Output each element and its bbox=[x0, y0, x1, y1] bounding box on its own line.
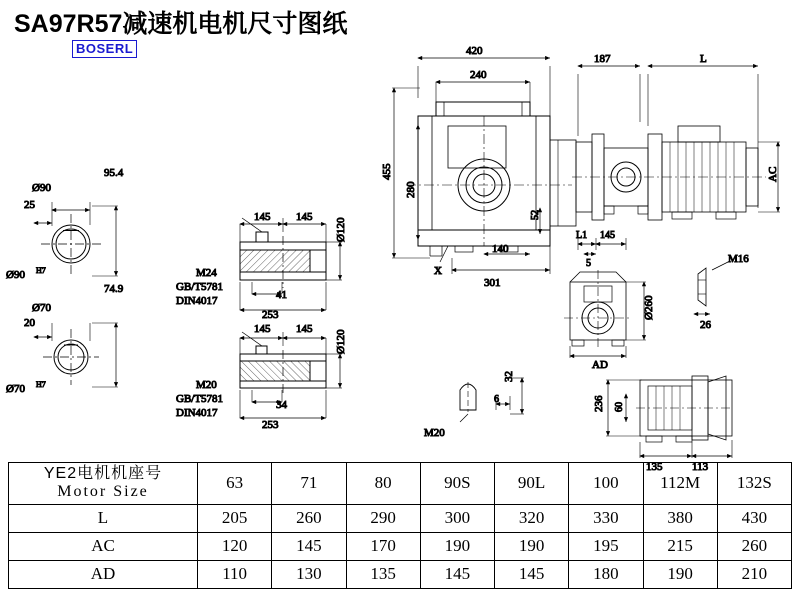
table-cell: 380 bbox=[643, 504, 717, 532]
hollow-shaft-section-2 bbox=[240, 332, 342, 418]
technical-drawing bbox=[0, 30, 800, 473]
motor-size-table bbox=[8, 462, 792, 589]
label-M20-key: M20 bbox=[424, 427, 445, 439]
label-shaft1-25: 25 bbox=[24, 199, 35, 211]
label-h1-m24: M24 bbox=[196, 267, 217, 279]
table-cell: 320 bbox=[495, 504, 569, 532]
table-cell: 260 bbox=[272, 504, 346, 532]
motor-size-label-cn: YE2电机机座号 bbox=[43, 465, 163, 482]
label-shaft2-74-9: 74.9 bbox=[104, 283, 124, 295]
label-52: 52 bbox=[530, 210, 541, 220]
label-455: 455 bbox=[381, 163, 393, 180]
label-h1-145b: 145 bbox=[296, 211, 313, 223]
table-col-header: 71 bbox=[272, 463, 346, 505]
table-cell: 300 bbox=[420, 504, 494, 532]
label-h2-34: 34 bbox=[276, 399, 287, 411]
table-cell: 330 bbox=[569, 504, 643, 532]
table-row-header-motor-size bbox=[9, 463, 198, 505]
label-135: 135 bbox=[646, 461, 663, 473]
label-shaft1-h7: H7 bbox=[36, 266, 46, 275]
label-X: X bbox=[434, 265, 442, 277]
label-AD: AD bbox=[592, 359, 608, 371]
label-60: 60 bbox=[614, 402, 625, 412]
label-o260: Ø260 bbox=[643, 295, 655, 320]
table-cell: 170 bbox=[346, 532, 420, 560]
table-row bbox=[9, 532, 792, 560]
detail-ad-view bbox=[564, 270, 646, 358]
label-h2-o120: Ø120 bbox=[335, 329, 347, 354]
motor-assembly bbox=[572, 53, 780, 220]
label-shaft1-o90h7: Ø90 bbox=[6, 269, 25, 281]
table-col-header: 132S bbox=[717, 463, 791, 505]
table-cell: 145 bbox=[272, 532, 346, 560]
motor-size-label-en: Motor Size bbox=[57, 482, 149, 500]
table-cell: 180 bbox=[569, 560, 643, 588]
label-420: 420 bbox=[466, 45, 483, 57]
label-280: 280 bbox=[405, 181, 417, 198]
table-cell: 135 bbox=[346, 560, 420, 588]
label-L1: L1 bbox=[576, 230, 588, 241]
label-h1-o120: Ø120 bbox=[335, 217, 347, 242]
label-AC: AC bbox=[767, 166, 779, 182]
table-cell: 210 bbox=[717, 560, 791, 588]
label-h2-din: DIN4017 bbox=[176, 407, 218, 419]
label-6: 6 bbox=[494, 394, 499, 405]
label-32: 32 bbox=[503, 371, 515, 382]
motor-size-table-wrapper bbox=[8, 462, 792, 589]
label-h2-gb: GB/T5781 bbox=[176, 393, 224, 405]
brand-logo: BOSERL bbox=[72, 40, 137, 58]
label-h2-145a: 145 bbox=[254, 323, 271, 335]
table-cell: 145 bbox=[420, 560, 494, 588]
detail-bottom-right bbox=[606, 376, 732, 458]
label-240: 240 bbox=[470, 69, 487, 81]
label-shaft1-diameter: Ø90 bbox=[32, 182, 51, 194]
table-cell: 290 bbox=[346, 504, 420, 532]
table-cell: 260 bbox=[717, 532, 791, 560]
label-187: 187 bbox=[594, 53, 611, 65]
label-shaft2-20: 20 bbox=[24, 317, 35, 329]
page-title: SA97R57减速机电机尺寸图纸 bbox=[14, 10, 348, 38]
label-301: 301 bbox=[484, 277, 501, 289]
table-cell: 130 bbox=[272, 560, 346, 588]
table-cell: 205 bbox=[198, 504, 272, 532]
table-row-label: AC bbox=[9, 532, 198, 560]
table-row-label: AD bbox=[9, 560, 198, 588]
label-shaft2-h7: H7 bbox=[36, 380, 46, 389]
detail-key-m20 bbox=[460, 378, 524, 422]
table-cell: 215 bbox=[643, 532, 717, 560]
table-cell: 190 bbox=[643, 560, 717, 588]
table-col-header: 80 bbox=[346, 463, 420, 505]
table-cell: 145 bbox=[495, 560, 569, 588]
table-col-header: 90S bbox=[420, 463, 494, 505]
table-cell: 430 bbox=[717, 504, 791, 532]
table-col-header: 90L bbox=[495, 463, 569, 505]
label-113: 113 bbox=[692, 461, 709, 473]
label-236: 236 bbox=[593, 395, 605, 412]
label-shaft2-o70h7: Ø70 bbox=[6, 383, 25, 395]
label-h1-253: 253 bbox=[262, 309, 279, 321]
table-row bbox=[9, 560, 792, 588]
label-L: L bbox=[700, 53, 707, 65]
label-h1-din: DIN4017 bbox=[176, 295, 218, 307]
label-h1-41: 41 bbox=[276, 289, 287, 301]
label-h2-253: 253 bbox=[262, 419, 279, 431]
table-col-header: 100 bbox=[569, 463, 643, 505]
label-h2-m20: M20 bbox=[196, 379, 217, 391]
label-h1-145a: 145 bbox=[254, 211, 271, 223]
table-cell: 195 bbox=[569, 532, 643, 560]
table-col-header: 63 bbox=[198, 463, 272, 505]
table-cell: 190 bbox=[495, 532, 569, 560]
table-cell: 190 bbox=[420, 532, 494, 560]
table-cell: 110 bbox=[198, 560, 272, 588]
table-col-header: 112M bbox=[643, 463, 717, 505]
label-shaft1-95-4: 95.4 bbox=[104, 167, 124, 179]
gearbox-main-view bbox=[381, 45, 576, 289]
detail-m16 bbox=[694, 262, 728, 314]
table-row bbox=[9, 504, 792, 532]
label-145-right: 145 bbox=[600, 230, 615, 241]
label-shaft2-diameter: Ø70 bbox=[32, 302, 51, 314]
table-cell: 120 bbox=[198, 532, 272, 560]
hollow-shaft-section-1 bbox=[240, 218, 342, 310]
table-row-label: L bbox=[9, 504, 198, 532]
label-M16: M16 bbox=[728, 253, 749, 265]
shaft-view-70 bbox=[34, 323, 118, 387]
label-140: 140 bbox=[492, 243, 509, 255]
label-5: 5 bbox=[586, 258, 591, 269]
table-header-row bbox=[9, 463, 792, 505]
shaft-view-90 bbox=[34, 202, 118, 276]
label-26: 26 bbox=[700, 319, 711, 331]
label-h1-gb: GB/T5781 bbox=[176, 281, 224, 293]
label-h2-145b: 145 bbox=[296, 323, 313, 335]
